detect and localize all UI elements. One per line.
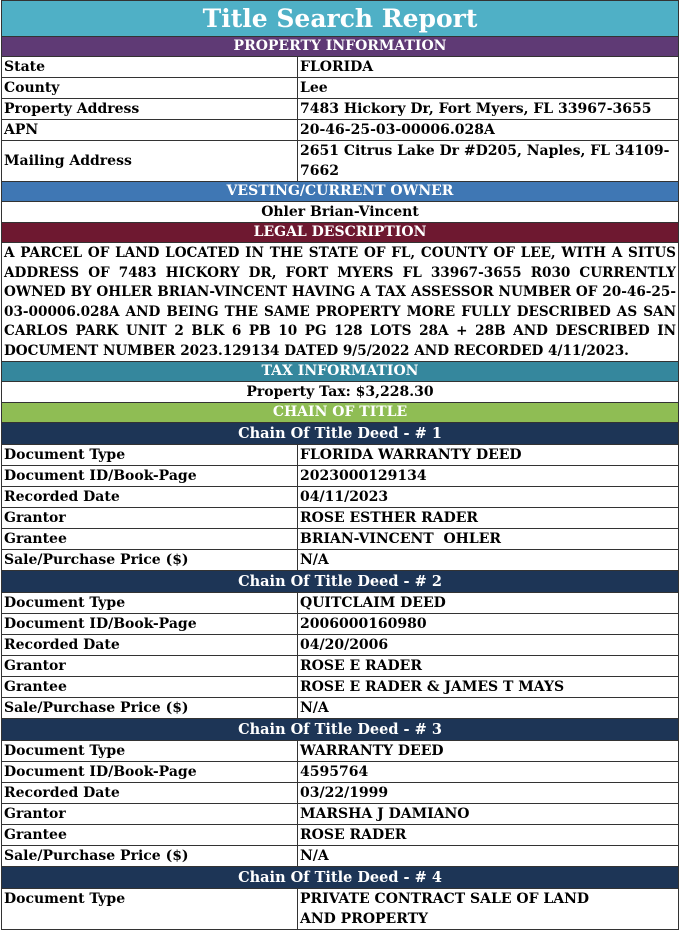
chain-of-title-heading: CHAIN OF TITLE	[2, 403, 678, 423]
table-row	[2, 466, 678, 487]
row-label: Grantee	[2, 529, 298, 549]
row-value: WARRANTY DEED	[300, 743, 444, 759]
row-label: Document Type	[2, 593, 298, 613]
table-row	[2, 677, 678, 698]
table-row	[2, 487, 678, 508]
row-value: ROSE RADER	[300, 827, 407, 843]
row-label: APN	[2, 120, 298, 140]
table-row	[2, 593, 678, 614]
current-owner: Ohler Brian-Vincent	[2, 202, 678, 223]
row-label: State	[2, 57, 298, 77]
deed-2-table	[2, 593, 678, 719]
row-value: PRIVATE CONTRACT SALE OF LAND AND PROPERTY	[300, 891, 590, 927]
property-row-county	[2, 78, 678, 99]
row-value: 04/20/2006	[300, 637, 389, 653]
table-row	[2, 614, 678, 635]
property-information-heading: PROPERTY INFORMATION	[2, 37, 678, 57]
row-value: 2006000160980	[300, 616, 427, 632]
table-row	[2, 804, 678, 825]
row-label: Recorded Date	[2, 635, 298, 655]
row-value: 2651 Citrus Lake Dr #D205, Naples, FL 34109-7662	[300, 143, 670, 179]
table-row	[2, 698, 678, 719]
legal-description-heading: LEGAL DESCRIPTION	[2, 223, 678, 243]
deed-1-heading: Chain Of Title Deed - # 1	[2, 423, 678, 445]
table-row	[2, 825, 678, 846]
table-row	[2, 550, 678, 571]
deed-3-table	[2, 741, 678, 867]
row-label: Document ID/Book-Page	[2, 614, 298, 634]
table-row	[2, 529, 678, 550]
tax-information-heading: TAX INFORMATION	[2, 362, 678, 382]
deed-2-heading: Chain Of Title Deed - # 2	[2, 571, 678, 593]
row-value: ROSE ESTHER RADER	[300, 510, 479, 526]
table-row	[2, 508, 678, 529]
deed-1-table	[2, 445, 678, 571]
row-label: Document Type	[2, 741, 298, 761]
property-row-state	[2, 57, 678, 78]
table-row	[2, 635, 678, 656]
row-label: Document Type	[2, 445, 298, 465]
deed-4-table	[2, 889, 678, 929]
row-label: Recorded Date	[2, 487, 298, 507]
row-label: Sale/Purchase Price ($)	[2, 550, 298, 570]
property-information-table	[2, 57, 678, 182]
row-value: FLORIDA	[300, 59, 374, 75]
row-label: County	[2, 78, 298, 98]
table-row	[2, 889, 678, 929]
row-value: BRIAN-VINCENT OHLER	[300, 531, 502, 547]
row-value: Lee	[300, 80, 328, 96]
row-label: Grantee	[2, 825, 298, 845]
row-label: Grantor	[2, 804, 298, 824]
row-label: Grantee	[2, 677, 298, 697]
row-value: N/A	[300, 700, 329, 716]
row-label: Mailing Address	[2, 141, 298, 181]
row-value: MARSHA J DAMIANO	[300, 806, 470, 822]
table-row	[2, 741, 678, 762]
row-value: 03/22/1999	[300, 785, 389, 801]
row-value: N/A	[300, 552, 329, 568]
row-value: ROSE E RADER & JAMES T MAYS	[300, 679, 565, 695]
vesting-heading: VESTING/CURRENT OWNER	[2, 182, 678, 202]
title-search-report	[1, 0, 679, 930]
row-label: Grantor	[2, 656, 298, 676]
table-row	[2, 783, 678, 804]
report-title: Title Search Report	[2, 1, 678, 37]
row-label: Grantor	[2, 508, 298, 528]
deed-4-heading: Chain Of Title Deed - # 4	[2, 867, 678, 889]
row-value: ROSE E RADER	[300, 658, 422, 674]
table-row	[2, 656, 678, 677]
row-label: Property Address	[2, 99, 298, 119]
row-value: 04/11/2023	[300, 489, 389, 505]
table-row	[2, 762, 678, 783]
row-label: Sale/Purchase Price ($)	[2, 846, 298, 866]
table-row	[2, 445, 678, 466]
row-value: 7483 Hickory Dr, Fort Myers, FL 33967-3655	[300, 101, 652, 117]
row-value: 2023000129134	[300, 468, 427, 484]
property-row-mailing-address	[2, 141, 678, 182]
row-label: Document Type	[2, 889, 298, 929]
row-label: Document ID/Book-Page	[2, 762, 298, 782]
row-label: Document ID/Book-Page	[2, 466, 298, 486]
property-row-apn	[2, 120, 678, 141]
row-value: QUITCLAIM DEED	[300, 595, 446, 611]
property-tax: Property Tax: $3,228.30	[2, 382, 678, 403]
row-label: Recorded Date	[2, 783, 298, 803]
legal-description-text: A PARCEL OF LAND LOCATED IN THE STATE OF FL, COUNTY OF LEE, WITH A SITUS ADDRESS OF 7483 HICKORY DR, FORT MYERS FL 33967-3655 R030 CURRENTLY OWNED BY OHLER BRIAN-VINCENT HAVING A TAX ASSESSOR NUMBER OF 20-46-25-03-00006.028A AND BEING THE SAME PROPERTY MORE FULLY DESCRIBED AS SAN CARLOS PARK UNIT 2 BLK 6 PB 10 PG 128 LOTS 28A + 28B AND DESCRIBED IN DOCUMENT NUMBER 2023.129134 DATED 9/5/2022 AND RECORDED 4/11/2023.	[2, 243, 678, 362]
table-row	[2, 846, 678, 867]
row-value: 4595764	[300, 764, 369, 780]
row-value: FLORIDA WARRANTY DEED	[300, 447, 522, 463]
row-value: N/A	[300, 848, 329, 864]
row-value: 20-46-25-03-00006.028A	[300, 122, 495, 138]
row-label: Sale/Purchase Price ($)	[2, 698, 298, 718]
property-row-address	[2, 99, 678, 120]
deed-3-heading: Chain Of Title Deed - # 3	[2, 719, 678, 741]
